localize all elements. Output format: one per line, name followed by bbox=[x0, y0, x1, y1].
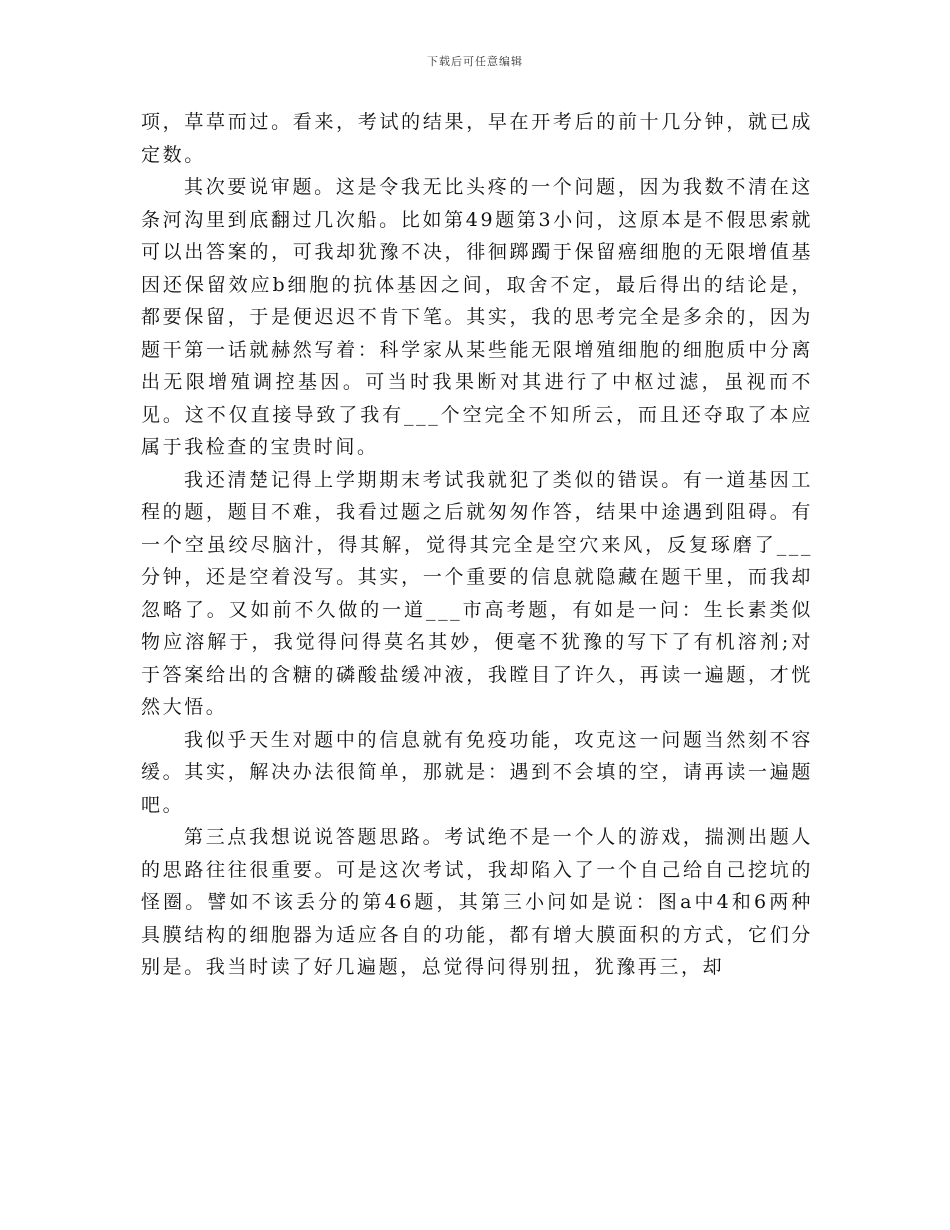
paragraph-3: 我还清楚记得上学期期末考试我就犯了类似的错误。有一道基因工程的题，题目不难，我看过题之后就匆匆作答，结果中途遇到阻碍。有一个空虽绞尽脑汁，得其解，觉得其完全是空穴来风，反复琢磨了___分钟，还是空着没写。其实，一个重要的信息就隐藏在题干里，而我却忽略了。又如前不久做的一道___市高考题，有如是一问：生长素类似物应溶解于，我觉得问得莫名其妙，便毫不犹豫的写下了有机溶剂;对于答案给出的含糖的磷酸盐缓冲液，我瞠目了许久，再读一遍题，才恍然大悟。 bbox=[141, 468, 813, 718]
page-header: 下载后可任意编辑 bbox=[427, 55, 523, 68]
paragraph-4: 我似乎天生对题中的信息就有免疫功能，攻克这一问题当然刻不容缓。其实，解决办法很简单，那就是：遇到不会填的空，请再读一遍题吧。 bbox=[141, 728, 813, 816]
document-body bbox=[141, 106, 813, 984]
paragraph-1: 项，草草而过。看来，考试的结果，早在开考后的前十几分钟，就已成定数。 bbox=[141, 111, 813, 166]
paragraph-5: 第三点我想说说答题思路。考试绝不是一个人的游戏，揣测出题人的思路往往很重要。可是这次考试，我却陷入了一个自己给自己挖坑的怪圈。譬如不该丢分的第46题，其第三小问如是说：图a中4和6两种具膜结构的细胞器为适应各自的功能，都有增大膜面积的方式，它们分别是。我当时读了好几遍题，总觉得问得别扭，犹豫再三，却 bbox=[141, 826, 813, 978]
paragraph-2: 其次要说审题。这是令我无比头疼的一个问题，因为我数不清在这条河沟里到底翻过几次船。比如第49题第3小问，这原本是不假思索就可以出答案的，可我却犹豫不决，徘徊踯躅于保留癌细胞的无限增值基因还保留效应b细胞的抗体基因之间，取舍不定，最后得出的结论是，都要保留，于是便迟迟不肯下笔。其实，我的思考完全是多余的，因为题干第一话就赫然写着：科学家从某些能无限增殖细胞的细胞质中分离出无限增殖调控基因。可当时我果断对其进行了中枢过滤，虽视而不见。这不仅直接导致了我有___个空完全不知所云，而且还夺取了本应属于我检查的宝贵时间。 bbox=[141, 176, 813, 458]
